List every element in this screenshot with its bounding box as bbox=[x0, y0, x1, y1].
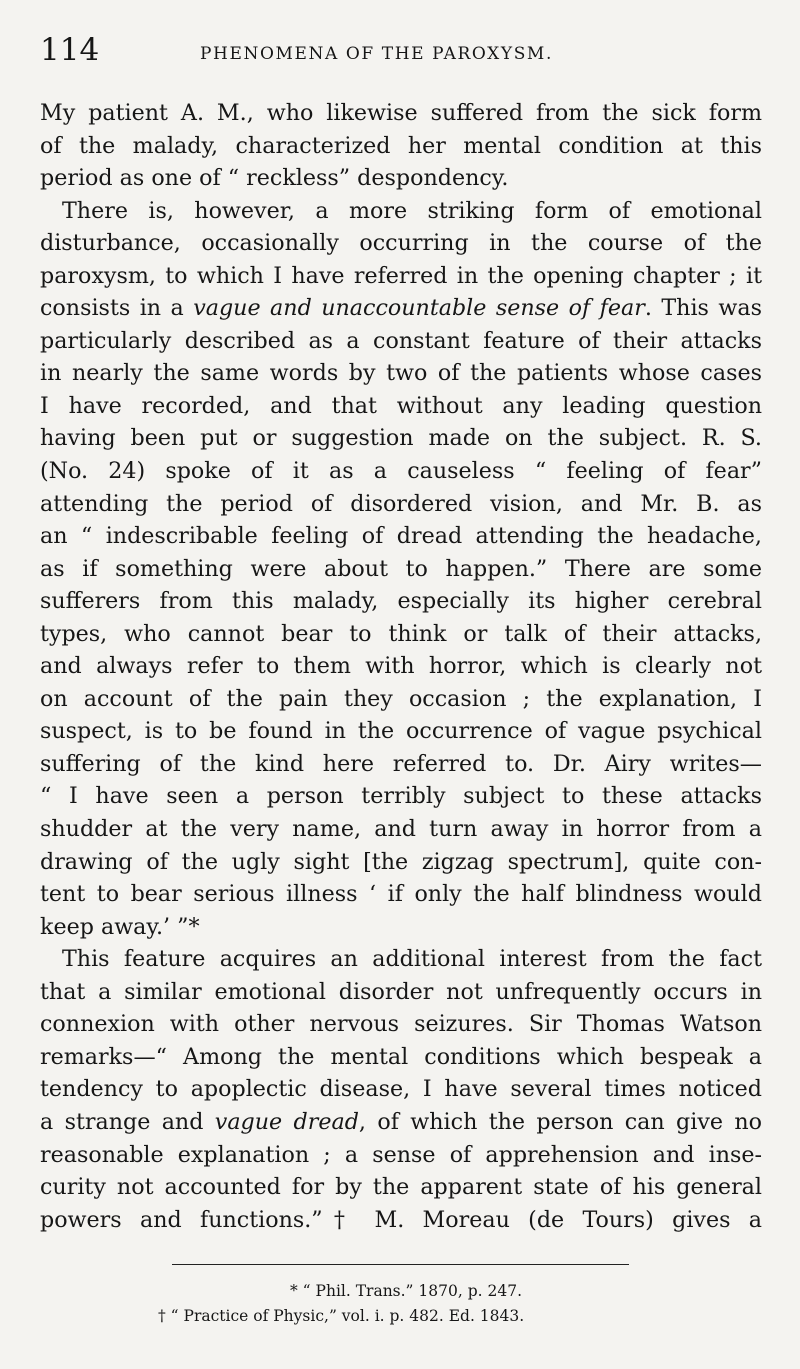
text-line: This feature acquires an additional interest from the fact bbox=[62, 946, 762, 973]
text-line: suffering of the kind here referred to. Dr. Airy writes— bbox=[40, 750, 762, 777]
text-line: in nearly the same words by two of the patients whose cases bbox=[40, 360, 762, 387]
text-line: period as one of “ reckless” despondency. bbox=[40, 165, 509, 192]
body-text bbox=[40, 97, 762, 1236]
text-line: a strange and vague dread, of which the person can give no bbox=[40, 1108, 763, 1135]
text-line: as if something were about to happen.” There are some bbox=[40, 555, 762, 582]
footnote: † “ Practice of Physic,” vol. i. p. 482. Ed. 1843. bbox=[158, 1307, 525, 1325]
text-line: that a similar emotional disorder not unfrequently occurs in bbox=[40, 978, 762, 1005]
text-line: particularly described as a constant feature of their attacks bbox=[40, 327, 762, 354]
text-line: sufferers from this malady, especially its higher cerebral bbox=[40, 588, 762, 615]
text-line: shudder at the very name, and turn away in horror from a bbox=[40, 816, 762, 843]
text-line: (No. 24) spoke of it as a causeless “ feeling of fear” bbox=[40, 458, 762, 485]
text-line: There is, however, a more striking form of emotional bbox=[62, 197, 762, 224]
emphasis: vague and unaccountable sense of fear bbox=[193, 295, 645, 322]
text-line: I have recorded, and that without any leading question bbox=[40, 392, 762, 419]
text-line: remarks—“ Among the mental conditions which bespeak a bbox=[40, 1043, 762, 1070]
text-line: tent to bear serious illness ‘ if only the half blindness would bbox=[40, 881, 762, 908]
text-line: paroxysm, to which I have referred in the opening chapter ; it bbox=[40, 262, 762, 289]
text-line: My patient A. M., who likewise suffered from the sick form bbox=[40, 100, 762, 126]
running-head: PHENOMENA OF THE PAROXYSM. bbox=[200, 44, 553, 64]
text-line: an “ indescribable feeling of dread attending the headache, bbox=[40, 523, 762, 550]
text-line: attending the period of disordered vision, and Mr. B. as bbox=[40, 490, 762, 517]
text-line: drawing of the ugly sight [the zigzag spectrum], quite con- bbox=[40, 848, 762, 875]
text-line: and always refer to them with horror, which is clearly not bbox=[40, 653, 762, 680]
text-line: types, who cannot bear to think or talk of their attacks, bbox=[40, 620, 762, 647]
text-line: connexion with other nervous seizures. Sir Thomas Watson bbox=[40, 1011, 762, 1038]
text-line: powers and functions.”† M. Moreau (de Tours) gives a bbox=[40, 1206, 762, 1233]
text-line: on account of the pain they occasion ; the explanation, I bbox=[40, 685, 762, 712]
page-number: 114 bbox=[40, 32, 100, 68]
text-line: having been put or suggestion made on the subject. R. S. bbox=[40, 425, 762, 452]
text-line: suspect, is to be found in the occurrence of vague psychical bbox=[40, 718, 762, 745]
footnote: * “ Phil. Trans.” 1870, p. 247. bbox=[290, 1282, 523, 1300]
text-line: consists in a vague and unaccountable sense of fear. This was bbox=[40, 295, 762, 322]
text-line: curity not accounted for by the apparent state of his general bbox=[40, 1174, 762, 1201]
text-line: of the malady, characterized her mental condition at this bbox=[40, 132, 762, 159]
text-line: disturbance, occasionally occurring in the course of the bbox=[40, 230, 762, 257]
text-line: “ I have seen a person terribly subject to these attacks bbox=[40, 783, 762, 810]
emphasis: vague dread bbox=[214, 1108, 359, 1135]
text-line: tendency to apoplectic disease, I have several times noticed bbox=[40, 1076, 762, 1103]
text-line: keep away.’ ”* bbox=[40, 913, 200, 940]
text-line: reasonable explanation ; a sense of apprehension and inse- bbox=[40, 1141, 762, 1168]
footnote-rule bbox=[172, 1264, 629, 1265]
